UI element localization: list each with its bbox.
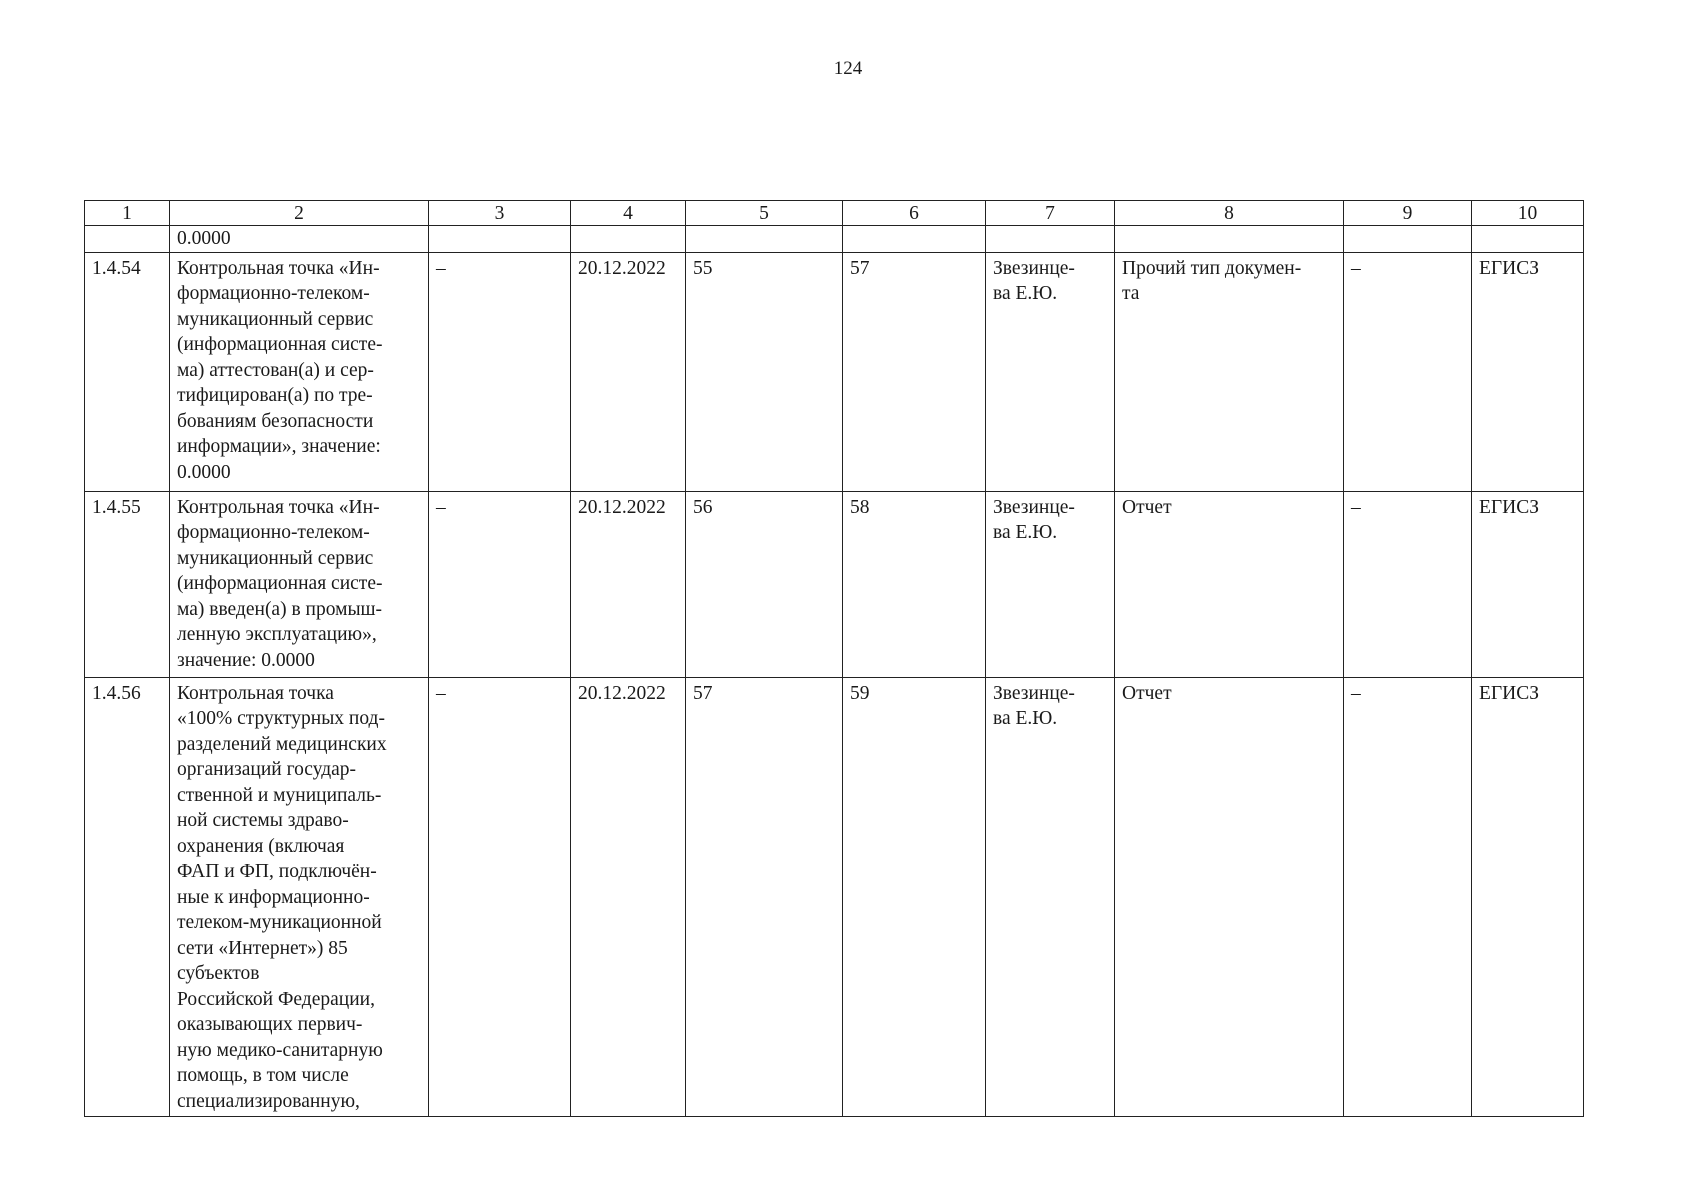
responsible-cell: Звезинце- ва Е.Ю. [986,677,1115,1116]
table-cell: 56 [686,491,843,677]
date-cell: 20.12.2022 [571,491,686,677]
header-cell: 8 [1115,201,1344,226]
table-cell [1115,226,1344,253]
table-cell: – [429,491,571,677]
header-cell: 5 [686,201,843,226]
header-cell: 10 [1472,201,1584,226]
table-cell [986,226,1115,253]
table-cell: – [429,677,571,1116]
system-cell: ЕГИСЗ [1472,491,1584,677]
table-cell [843,226,986,253]
table-cell [429,226,571,253]
table-cell [1472,226,1584,253]
system-cell: ЕГИСЗ [1472,252,1584,491]
page-number: 124 [833,58,863,79]
table-cell [571,226,686,253]
table-cell [686,226,843,253]
header-cell: 6 [843,201,986,226]
responsible-cell: Звезинце- ва Е.Ю. [986,491,1115,677]
table-row [85,252,1584,491]
control-point-description: Контрольная точка «Ин- формационно-телеком- муникационный сервис (информационная систе- ма) введен(а) в промыш- ленную эксплуатацию», значение: 0.0000 [170,491,429,677]
control-point-description: Контрольная точка «100% структурных под- разделений медицинских организаций государ- ственной и муниципаль- ной системы здраво- охранения (включая ФАП и ФП, подключён- ные к информационно- телеком-муникационной сети «Интернет») 85 субъектов Российской Федерации, оказывающих первич- ную медико-санитарную помощь, в том числе специализированную, [170,677,429,1116]
table-cell [1344,226,1472,253]
header-cell: 2 [170,201,429,226]
table-cell: 0.0000 [170,226,429,253]
document-type-cell: Прочий тип докумен- та [1115,252,1344,491]
table-row [85,677,1584,1116]
control-point-description: Контрольная точка «Ин- формационно-телеком- муникационный сервис (информационная систе- ма) аттестован(а) и сер- тифицирован(а) по тре- бованиям безопасности информации», значение: 0.0000 [170,252,429,491]
header-cell: 9 [1344,201,1472,226]
row-number-cell: 1.4.56 [85,677,170,1116]
table-row [85,491,1584,677]
row-number-cell: 1.4.55 [85,491,170,677]
table-cell: – [1344,491,1472,677]
header-row [85,201,1584,226]
table-cell: – [429,252,571,491]
responsible-cell: Звезинце- ва Е.Ю. [986,252,1115,491]
document-type-cell: Отчет [1115,677,1344,1116]
header-cell: 3 [429,201,571,226]
date-cell: 20.12.2022 [571,252,686,491]
document-table [84,200,1584,1117]
header-cell: 1 [85,201,170,226]
table-cell [85,226,170,253]
table-cell: 58 [843,491,986,677]
row-number-cell: 1.4.54 [85,252,170,491]
table-cell: 59 [843,677,986,1116]
table-cell: – [1344,252,1472,491]
table-cell: – [1344,677,1472,1116]
table-cell: 55 [686,252,843,491]
table-cell: 57 [686,677,843,1116]
system-cell: ЕГИСЗ [1472,677,1584,1116]
document-type-cell: Отчет [1115,491,1344,677]
header-cell: 4 [571,201,686,226]
header-cell: 7 [986,201,1115,226]
date-cell: 20.12.2022 [571,677,686,1116]
table-cell: 57 [843,252,986,491]
table-row-continuation [85,226,1584,253]
